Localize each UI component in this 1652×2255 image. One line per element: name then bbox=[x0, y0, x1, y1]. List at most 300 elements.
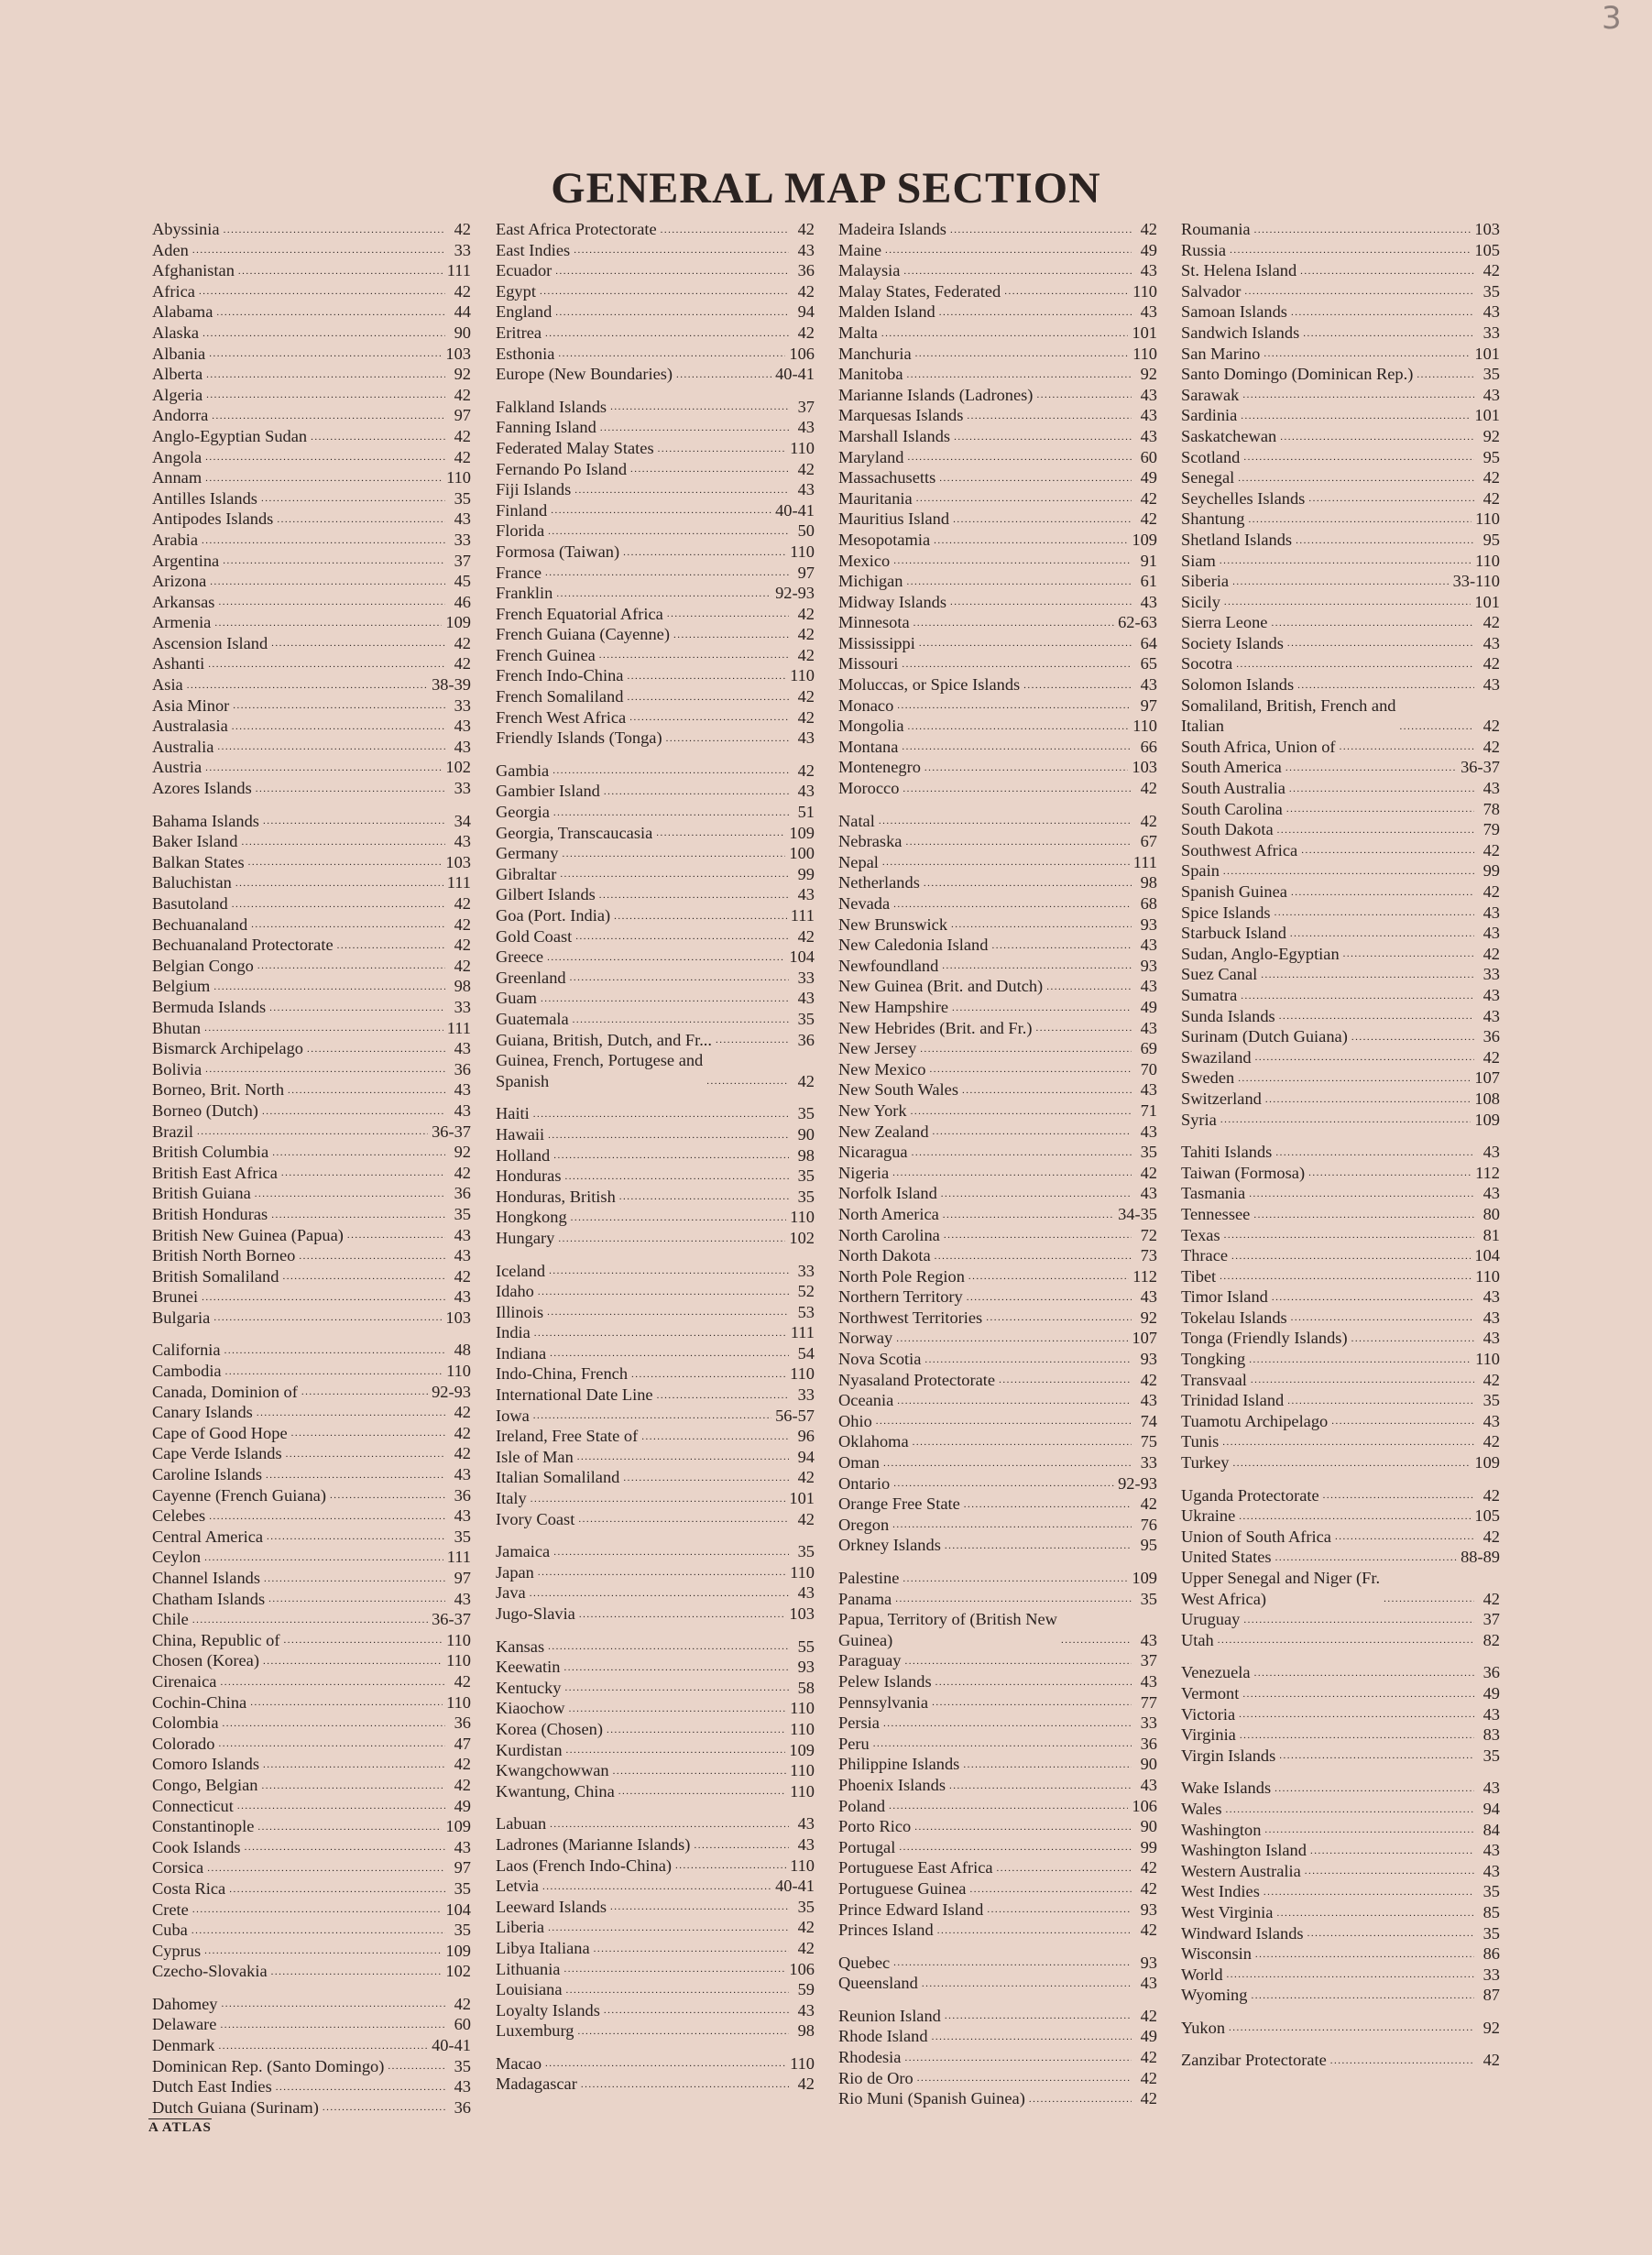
leader-dots bbox=[716, 1035, 789, 1045]
index-entry bbox=[1181, 1902, 1500, 1923]
entry-name: Manchuria bbox=[838, 344, 912, 363]
entry-name: Guinea, French, Portugese and Spanish bbox=[496, 1051, 704, 1090]
index-entry bbox=[838, 1734, 1157, 1755]
entry-page: 111 bbox=[1132, 852, 1157, 871]
page-title: GENERAL MAP SECTION bbox=[551, 164, 1101, 213]
index-entry bbox=[152, 757, 471, 778]
entry-page: 42 bbox=[1482, 717, 1500, 736]
index-entry bbox=[496, 864, 815, 885]
entry-name: Uganda Protectorate bbox=[1181, 1485, 1319, 1505]
entry-page: 37 bbox=[1482, 1610, 1500, 1629]
entry-name: Surinam (Dutch Guiana) bbox=[1181, 1027, 1348, 1046]
entry-page: 35 bbox=[797, 1542, 815, 1561]
entry-page: 43 bbox=[454, 1039, 471, 1058]
entry-name: New Jersey bbox=[838, 1039, 917, 1058]
index-entry bbox=[496, 301, 815, 323]
entry-page: 42 bbox=[1482, 840, 1500, 859]
index-entry bbox=[152, 674, 471, 695]
entry-name: Comoro Islands bbox=[152, 1755, 259, 1774]
entry-name: Australia bbox=[152, 737, 214, 756]
entry-name: Baluchistan bbox=[152, 873, 232, 892]
leader-dots bbox=[904, 2053, 1132, 2063]
leader-dots bbox=[964, 1500, 1132, 1510]
entry-page: 49 bbox=[1140, 240, 1157, 259]
leader-dots bbox=[906, 577, 1132, 587]
entry-name: Anglo-Egyptian Sudan bbox=[152, 426, 308, 445]
leader-dots bbox=[969, 1885, 1132, 1895]
entry-page: 110 bbox=[790, 2053, 815, 2073]
index-entry bbox=[838, 488, 1157, 509]
section-gap bbox=[496, 1801, 815, 1813]
entry-page: 55 bbox=[797, 1637, 815, 1656]
entry-page: 35 bbox=[1482, 1391, 1500, 1410]
leader-dots bbox=[218, 1739, 445, 1749]
entry-page: 107 bbox=[1474, 1068, 1500, 1088]
entry-name: Moluccas, or Spice Islands bbox=[838, 675, 1021, 695]
entry-page: 35 bbox=[797, 1009, 815, 1028]
entry-page: 94 bbox=[797, 302, 815, 322]
entry-name: Honduras, British bbox=[496, 1187, 616, 1206]
index-entry bbox=[496, 665, 815, 686]
entry-page: 95 bbox=[1482, 530, 1500, 549]
entry-page: 59 bbox=[797, 1980, 815, 1999]
index-entry bbox=[152, 1796, 471, 1817]
leader-dots bbox=[1004, 287, 1129, 297]
entry-name: Virginia bbox=[1181, 1725, 1236, 1745]
index-entry bbox=[152, 405, 471, 426]
entry-name: Siberia bbox=[1181, 572, 1230, 591]
entry-name: Nebraska bbox=[838, 832, 903, 851]
leader-dots bbox=[575, 932, 789, 942]
entry-page: 110 bbox=[790, 542, 815, 561]
entry-name: Europe (New Boundaries) bbox=[496, 365, 673, 384]
entry-page: 36 bbox=[454, 1713, 471, 1733]
leader-dots bbox=[1029, 2095, 1132, 2105]
entry-page: 110 bbox=[790, 438, 815, 457]
index-entry bbox=[838, 1494, 1157, 1515]
index-entry bbox=[1181, 923, 1500, 944]
index-entry bbox=[1181, 426, 1500, 447]
entry-page: 101 bbox=[1474, 592, 1500, 611]
entry-page: 110 bbox=[446, 1692, 471, 1712]
entry-page: 42 bbox=[454, 956, 471, 975]
entry-name: Cayenne (French Guiana) bbox=[152, 1485, 326, 1505]
index-entry bbox=[1181, 1923, 1500, 1944]
entry-page: 40-41 bbox=[775, 365, 815, 384]
leader-dots bbox=[967, 411, 1132, 421]
leader-dots bbox=[261, 494, 445, 504]
index-entry bbox=[496, 1447, 815, 1468]
index-column-3 bbox=[838, 219, 1157, 2109]
entry-name: Saskatchewan bbox=[1181, 426, 1277, 445]
section-gap bbox=[1181, 1766, 1500, 1778]
entry-name: Transvaal bbox=[1181, 1370, 1247, 1389]
entry-page: 37 bbox=[1140, 1651, 1157, 1670]
entry-name: Southwest Africa bbox=[1181, 840, 1298, 859]
entry-page: 92 bbox=[454, 1143, 471, 1162]
entry-name: Northwest Territories bbox=[838, 1308, 983, 1327]
entry-page: 110 bbox=[1132, 344, 1157, 363]
leader-dots bbox=[922, 1979, 1132, 1989]
entry-page: 99 bbox=[797, 864, 815, 883]
leader-dots bbox=[533, 1411, 771, 1421]
entry-page: 110 bbox=[790, 1719, 815, 1738]
entry-name: Borneo (Dutch) bbox=[152, 1100, 258, 1120]
entry-name: Ashanti bbox=[152, 654, 205, 673]
entry-name: Jugo-Slavia bbox=[496, 1604, 575, 1623]
entry-page: 43 bbox=[797, 1814, 815, 1834]
entry-name: Turkey bbox=[1181, 1453, 1230, 1472]
leader-dots bbox=[202, 329, 445, 339]
index-entry bbox=[1181, 1266, 1500, 1287]
entry-page: 35 bbox=[454, 1921, 471, 1940]
leader-dots bbox=[911, 1107, 1132, 1117]
leader-dots bbox=[1046, 982, 1132, 992]
entry-page: 35 bbox=[454, 1878, 471, 1898]
entry-name: South America bbox=[1181, 758, 1282, 777]
entry-name: Angola bbox=[152, 447, 202, 466]
entry-page: 43 bbox=[1140, 426, 1157, 445]
index-entry bbox=[838, 240, 1157, 261]
entry-page: 109 bbox=[789, 1740, 815, 1759]
leader-dots bbox=[945, 1541, 1132, 1551]
entry-page: 40-41 bbox=[775, 500, 815, 520]
entry-page: 94 bbox=[1482, 1799, 1500, 1818]
entry-page: 43 bbox=[1482, 302, 1500, 322]
entry-page: 110 bbox=[446, 1651, 471, 1670]
entry-name: Bechuanaland Protectorate bbox=[152, 936, 334, 955]
entry-name: Haiti bbox=[496, 1104, 530, 1123]
index-entry bbox=[1181, 1225, 1500, 1246]
index-entry bbox=[152, 385, 471, 406]
index-entry bbox=[496, 2020, 815, 2042]
leader-dots bbox=[943, 1210, 1114, 1221]
leader-dots bbox=[944, 1231, 1132, 1241]
entry-name: Switzerland bbox=[1181, 1089, 1262, 1108]
entry-name: Windward Islands bbox=[1181, 1923, 1304, 1943]
leader-dots bbox=[266, 1471, 445, 1481]
leader-dots bbox=[271, 1967, 443, 1977]
leader-dots bbox=[263, 1657, 443, 1667]
entry-page: 46 bbox=[454, 592, 471, 611]
entry-page: 93 bbox=[1140, 1953, 1157, 1972]
entry-page: 42 bbox=[1482, 468, 1500, 487]
entry-page: 42 bbox=[454, 633, 471, 652]
entry-page: 42 bbox=[454, 447, 471, 466]
index-entry bbox=[1181, 1183, 1500, 1204]
entry-page: 111 bbox=[446, 1018, 471, 1037]
index-entry bbox=[152, 1382, 471, 1403]
leader-dots bbox=[301, 1387, 428, 1397]
index-entry bbox=[496, 397, 815, 418]
entry-page: 35 bbox=[454, 2056, 471, 2075]
index-entry bbox=[838, 695, 1157, 717]
entry-page: 49 bbox=[1482, 1683, 1500, 1702]
index-entry bbox=[1181, 385, 1500, 406]
leader-dots bbox=[1218, 1636, 1474, 1646]
entry-name: Starbuck Island bbox=[1181, 924, 1286, 943]
entry-page: 49 bbox=[454, 1796, 471, 1815]
leader-dots bbox=[950, 597, 1132, 608]
entry-name: Sunda Islands bbox=[1181, 1006, 1275, 1025]
leader-dots bbox=[257, 1823, 442, 1833]
entry-name: Vermont bbox=[1181, 1683, 1240, 1702]
leader-dots bbox=[547, 1308, 789, 1318]
entry-page: 43 bbox=[454, 1465, 471, 1484]
entry-page: 42 bbox=[1140, 1858, 1157, 1877]
entry-name: Persia bbox=[838, 1713, 880, 1733]
entry-name: Chosen (Korea) bbox=[152, 1651, 259, 1670]
index-entry bbox=[1181, 530, 1500, 551]
leader-dots bbox=[1275, 1784, 1474, 1794]
entry-page: 43 bbox=[1482, 1006, 1500, 1025]
index-entry bbox=[1181, 1047, 1500, 1068]
leader-dots bbox=[914, 1823, 1132, 1833]
leader-dots bbox=[263, 816, 445, 826]
entry-page: 47 bbox=[454, 1734, 471, 1753]
entry-name: Michigan bbox=[838, 572, 903, 591]
entry-page: 33 bbox=[454, 779, 471, 798]
index-entry bbox=[1181, 219, 1500, 240]
index-entry bbox=[1181, 799, 1500, 820]
entry-page: 110 bbox=[790, 1364, 815, 1384]
leader-dots bbox=[1271, 618, 1474, 629]
index-entry bbox=[152, 240, 471, 261]
leader-dots bbox=[1222, 1438, 1474, 1448]
index-entry bbox=[152, 956, 471, 977]
leader-dots bbox=[1330, 2056, 1474, 2066]
leader-dots bbox=[1264, 1825, 1474, 1835]
index-entry bbox=[1181, 881, 1500, 903]
leader-dots bbox=[623, 1473, 789, 1483]
entry-name: Reunion Island bbox=[838, 2006, 941, 2025]
leader-dots bbox=[218, 597, 445, 608]
index-entry bbox=[838, 385, 1157, 406]
entry-page: 92-93 bbox=[432, 1382, 471, 1401]
index-entry bbox=[1181, 1485, 1500, 1506]
index-entry bbox=[152, 1163, 471, 1184]
entry-name: Luxemburg bbox=[496, 2021, 574, 2041]
entry-name: Morocco bbox=[838, 779, 900, 798]
leader-dots bbox=[885, 246, 1132, 256]
leader-dots bbox=[232, 722, 445, 732]
index-entry bbox=[496, 968, 815, 989]
index-entry bbox=[838, 571, 1157, 592]
index-entry bbox=[496, 459, 815, 480]
footer-imprint: A ATLAS bbox=[148, 2120, 212, 2135]
leader-dots bbox=[552, 766, 789, 776]
entry-name: Tonga (Friendly Islands) bbox=[1181, 1329, 1348, 1348]
entry-name: Cochin-China bbox=[152, 1692, 247, 1712]
index-entry bbox=[496, 1261, 815, 1282]
index-entry bbox=[496, 417, 815, 438]
entry-page: 42 bbox=[797, 761, 815, 780]
entry-page: 88-89 bbox=[1461, 1548, 1500, 1567]
leader-dots bbox=[250, 1698, 443, 1708]
leader-dots bbox=[566, 1986, 789, 1996]
entry-name: Florida bbox=[496, 521, 545, 541]
entry-name: Bhutan bbox=[152, 1018, 202, 1037]
leader-dots bbox=[307, 1045, 445, 1055]
entry-name: International Date Line bbox=[496, 1385, 653, 1405]
entry-page: 110 bbox=[790, 1761, 815, 1780]
index-entry bbox=[496, 1385, 815, 1406]
entry-name: Natal bbox=[838, 811, 875, 830]
entry-page: 33 bbox=[454, 530, 471, 549]
section-gap bbox=[1181, 1650, 1500, 1662]
entry-name: Loyalty Islands bbox=[496, 2000, 600, 2020]
leader-dots bbox=[915, 349, 1129, 359]
index-entry bbox=[838, 1266, 1157, 1287]
index-entry bbox=[1181, 323, 1500, 344]
entry-page: 112 bbox=[1475, 1163, 1500, 1182]
index-entry bbox=[152, 1547, 471, 1568]
entry-name: Scotland bbox=[1181, 447, 1241, 466]
entry-name: Liberia bbox=[496, 1918, 545, 1937]
entry-name: French Guinea bbox=[496, 645, 596, 664]
leader-dots bbox=[610, 1902, 789, 1912]
entry-name: Armenia bbox=[152, 613, 212, 632]
entry-page: 105 bbox=[1474, 240, 1500, 259]
entry-page: 42 bbox=[1482, 1370, 1500, 1389]
entry-name: Northern Territory bbox=[838, 1287, 963, 1307]
entry-page: 51 bbox=[797, 803, 815, 822]
entry-page: 43 bbox=[797, 1834, 815, 1854]
entry-page: 33 bbox=[454, 240, 471, 259]
entry-page: 73 bbox=[1140, 1246, 1157, 1265]
entry-name: Idaho bbox=[496, 1282, 534, 1301]
leader-dots bbox=[550, 1820, 789, 1830]
index-entry bbox=[1181, 1505, 1500, 1527]
leader-dots bbox=[562, 849, 785, 859]
entry-page: 107 bbox=[1132, 1329, 1157, 1348]
entry-page: 43 bbox=[797, 2000, 815, 2020]
entry-page: 98 bbox=[797, 1145, 815, 1165]
entry-page: 92 bbox=[454, 365, 471, 384]
entry-name: Albania bbox=[152, 344, 206, 363]
entry-page: 97 bbox=[454, 1858, 471, 1877]
entry-name: Portugal bbox=[838, 1837, 896, 1856]
entry-name: Senegal bbox=[1181, 468, 1235, 487]
entry-page: 42 bbox=[797, 645, 815, 664]
leader-dots bbox=[1307, 1929, 1474, 1939]
entry-name: Austria bbox=[152, 758, 202, 777]
entry-page: 111 bbox=[790, 906, 815, 925]
entry-name: Franklin bbox=[496, 584, 553, 603]
entry-name: Nyasaland Protectorate bbox=[838, 1370, 996, 1389]
entry-page: 110 bbox=[1475, 551, 1500, 570]
entry-name: Antipodes Islands bbox=[152, 509, 274, 529]
entry-page: 33 bbox=[797, 1261, 815, 1280]
entry-page: 36 bbox=[1140, 1734, 1157, 1753]
entry-page: 33 bbox=[797, 968, 815, 987]
leader-dots bbox=[893, 900, 1132, 910]
entry-name: Shantung bbox=[1181, 509, 1245, 529]
leader-dots bbox=[610, 402, 789, 412]
index-entry bbox=[152, 893, 471, 914]
entry-page: 109 bbox=[445, 613, 471, 632]
entry-page: 109 bbox=[789, 823, 815, 842]
entry-name: Holland bbox=[496, 1145, 551, 1165]
entry-name: Taiwan (Formosa) bbox=[1181, 1163, 1306, 1182]
index-entry bbox=[496, 1562, 815, 1583]
leader-dots bbox=[675, 1861, 786, 1871]
leader-dots bbox=[694, 1841, 789, 1851]
entry-name: Chatham Islands bbox=[152, 1589, 266, 1608]
entry-page: 43 bbox=[454, 2077, 471, 2096]
entry-name: Mexico bbox=[838, 551, 891, 570]
entry-name: Honduras bbox=[496, 1166, 562, 1186]
entry-page: 35 bbox=[1482, 1882, 1500, 1901]
index-entry bbox=[1181, 344, 1500, 365]
entry-name: Ireland, Free State of bbox=[496, 1427, 639, 1446]
entry-name: Guatemala bbox=[496, 1009, 569, 1028]
entry-page: 42 bbox=[454, 1163, 471, 1182]
leader-dots bbox=[629, 713, 789, 723]
index-entry bbox=[1181, 364, 1500, 385]
entry-name: Belgium bbox=[152, 977, 211, 996]
leader-dots bbox=[271, 639, 445, 649]
leader-dots bbox=[1275, 1148, 1474, 1158]
entry-page: 68 bbox=[1140, 894, 1157, 913]
leader-dots bbox=[238, 267, 443, 277]
entry-page: 42 bbox=[1140, 509, 1157, 529]
index-entry bbox=[496, 2053, 815, 2074]
leader-dots bbox=[565, 1683, 790, 1693]
leader-dots bbox=[1239, 1512, 1471, 1522]
entry-page: 110 bbox=[1475, 1350, 1500, 1369]
index-entry bbox=[496, 1698, 815, 1719]
section-gap bbox=[1181, 2006, 1500, 2018]
leader-dots bbox=[199, 287, 445, 297]
entry-name: Bulgaria bbox=[152, 1308, 211, 1327]
index-entry bbox=[838, 1079, 1157, 1100]
entry-page: 49 bbox=[1140, 2027, 1157, 2046]
leader-dots bbox=[1291, 888, 1474, 898]
index-entry bbox=[838, 260, 1157, 281]
leader-dots bbox=[962, 1086, 1132, 1096]
entry-page: 110 bbox=[446, 1630, 471, 1649]
index-entry bbox=[496, 761, 815, 782]
entry-name: French Somaliland bbox=[496, 687, 624, 706]
entry-page: 42 bbox=[1482, 1527, 1500, 1546]
index-entry bbox=[838, 1122, 1157, 1143]
entry-page: 60 bbox=[1140, 447, 1157, 466]
leader-dots bbox=[1243, 453, 1474, 463]
leader-dots bbox=[251, 920, 445, 930]
index-entry bbox=[496, 500, 815, 521]
leader-dots bbox=[967, 1293, 1132, 1303]
index-entry bbox=[496, 604, 815, 625]
leader-dots bbox=[551, 506, 771, 516]
leader-dots bbox=[1303, 329, 1474, 339]
entry-name: Indo-China, French bbox=[496, 1364, 629, 1384]
entry-name: Panama bbox=[838, 1589, 892, 1608]
entry-name: Federated Malay States bbox=[496, 438, 654, 457]
index-entry bbox=[152, 1286, 471, 1308]
entry-page: 43 bbox=[1140, 592, 1157, 611]
index-entry bbox=[496, 823, 815, 844]
entry-page: 43 bbox=[454, 832, 471, 851]
leader-dots bbox=[1242, 1690, 1474, 1700]
entry-name: Tibet bbox=[1181, 1266, 1217, 1286]
entry-name: British New Guinea (Papua) bbox=[152, 1225, 344, 1244]
entry-page: 35 bbox=[797, 1166, 815, 1186]
entry-page: 102 bbox=[445, 1962, 471, 1981]
entry-page: 33 bbox=[797, 1385, 815, 1405]
index-entry bbox=[496, 563, 815, 584]
entry-name: British East Africa bbox=[152, 1163, 278, 1182]
